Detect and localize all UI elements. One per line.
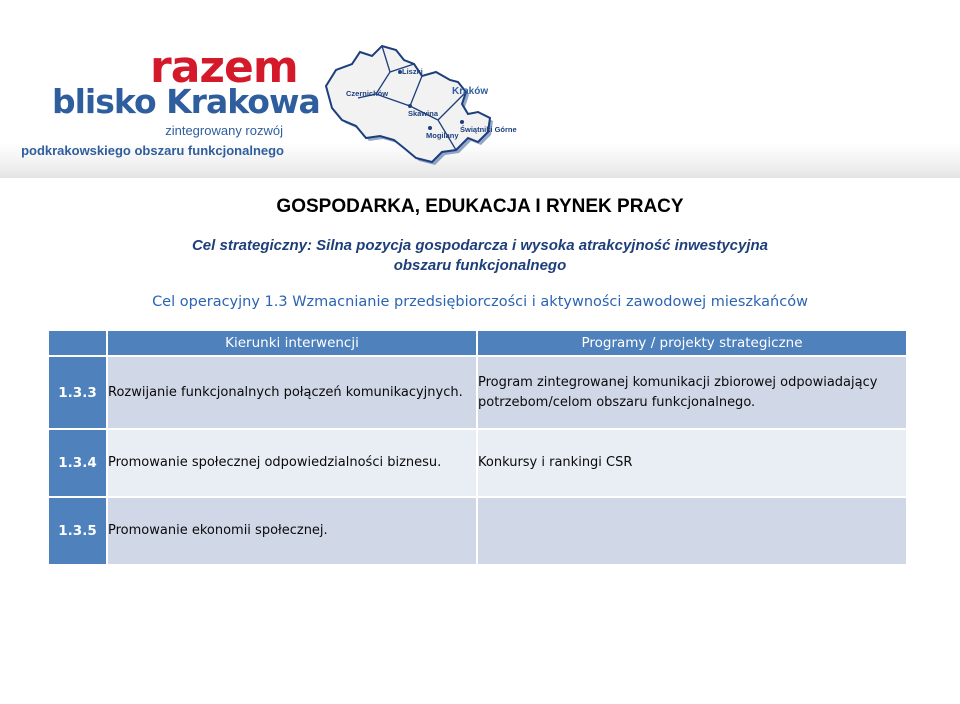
strategic-goal [80,236,880,276]
map-town-skawina: Skawina [408,109,439,118]
map-town-mogilany: Mogilany [426,131,459,140]
logo-tagline: zintegrowany rozwój [165,123,283,138]
row-direction: Rozwijanie funkcjonalnych połączeń komunikacyjnych. [107,356,477,429]
row-program [477,497,907,565]
strategic-goal-line1: Cel strategiczny: Silna pozycja gospodarcza i wysoka atrakcyjność inwestycyjna [191,237,769,254]
row-number: 1.3.3 [48,356,107,429]
row-direction: Promowanie społecznej odpowiedzialności biznesu. [107,429,477,497]
logo-tagline-region: podkrakowskiego obszaru funkcjonalnego [21,143,284,158]
table-row [48,497,907,565]
interventions-table [47,329,908,566]
logo-blisko-krakowa: blisko Krakowa [52,82,320,121]
map-town-krakow: Kraków [452,86,489,97]
row-number: 1.3.5 [48,497,107,565]
header-banner [0,0,960,178]
strategic-goal-line2: obszaru funkcjonalnego [393,257,567,274]
row-direction: Promowanie ekonomii społecznej. [107,497,477,565]
header-directions: Kierunki interwencji [107,330,477,356]
row-program: Konkursy i rankingi CSR [477,429,907,497]
operational-goal: Cel operacyjny 1.3 Wzmacnianie przedsiębiorczości i aktywności zawodowej mieszkańców [152,294,808,310]
header-number [48,330,107,356]
map-town-liszki: Liszki [402,67,423,76]
row-program: Program zintegrowanej komunikacji zbiorowej odpowiadający potrzebom/celom obszaru funkcjonalnego. [477,356,907,429]
row-number: 1.3.4 [48,429,107,497]
map-town-swiatniki: Świątniki Górne [460,125,517,134]
region-map-icon [318,42,517,168]
logo-razem: razem [150,42,298,93]
map-town-czernichow: Czernichów [346,89,389,98]
page-title: GOSPODARKA, EDUKACJA I RYNEK PRACY [276,196,684,217]
table-row [48,356,907,429]
header-programs: Programy / projekty strategiczne [477,330,907,356]
table-row [48,429,907,497]
table-header-row [48,330,907,356]
